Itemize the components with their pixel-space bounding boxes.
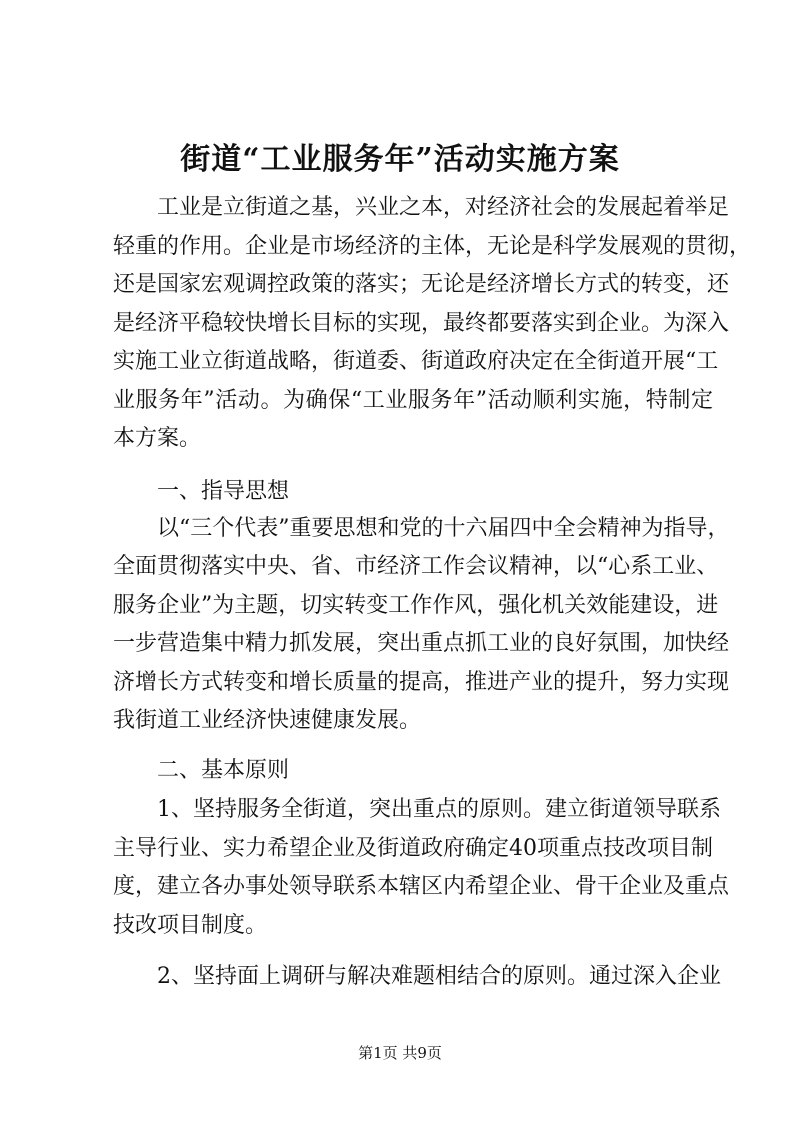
- paragraph-line: 是经济平稳较快增长目标的实现，最终都要落实到企业。为深入: [113, 311, 730, 336]
- paragraph-line: 我街道工业经济快速健康发展。: [113, 708, 422, 733]
- paragraph-line: 1、坚持服务全街道，突出重点的原则。建立街道领导联系: [157, 797, 721, 822]
- paragraph-line: 本方案。: [113, 426, 202, 451]
- paragraph-line: 一步营造集中精力抓发展，突出重点抓工业的良好氛围，加快经: [113, 631, 730, 656]
- paragraph-line: 技改项目制度。: [113, 913, 268, 938]
- paragraph-line: 2、坚持面上调研与解决难题相结合的原则。通过深入企业: [157, 964, 721, 989]
- paragraph-line: 济增长方式转变和增长质量的提高，推进产业的提升，努力实现: [113, 670, 730, 695]
- paragraph-line: 还是国家宏观调控政策的落实；无论是经济增长方式的转变，还: [113, 272, 730, 297]
- paragraph-line: 实施工业立街道战略，街道委、街道政府决定在全街道开展“工: [113, 349, 719, 374]
- paragraph-line: 业服务年”活动。为确保“工业服务年”活动顺利实施，特制定: [113, 388, 713, 413]
- paragraph-line: 轻重的作用。企业是市场经济的主体，无论是科学发展观的贯彻，: [113, 234, 752, 259]
- paragraph-line: 度，建立各办事处领导联系本辖区内希望企业、骨干企业及重点: [113, 874, 730, 899]
- section-heading-guiding-ideology: 一、指导思想: [157, 479, 290, 504]
- paragraph-line: 全面贯彻落实中央、省、市经济工作会议精神，以“心系工业、: [113, 554, 719, 579]
- paragraph-line: 以“三个代表”重要思想和党的十六届四中全会精神为指导，: [157, 516, 730, 541]
- paragraph-line: 工业是立街道之基，兴业之本，对经济社会的发展起着举足: [157, 195, 730, 220]
- paragraph-line: 服务企业”为主题，切实转变工作作风，强化机关效能建设，进: [113, 593, 719, 618]
- document-title: 街道“工业服务年”活动实施方案: [180, 142, 620, 177]
- page-number-footer: 第1页 共9页: [358, 1044, 442, 1062]
- section-heading-basic-principles: 二、基本原则: [157, 758, 290, 783]
- paragraph-line: 主导行业、实力希望企业及街道政府确定40项重点技改项目制: [113, 836, 713, 861]
